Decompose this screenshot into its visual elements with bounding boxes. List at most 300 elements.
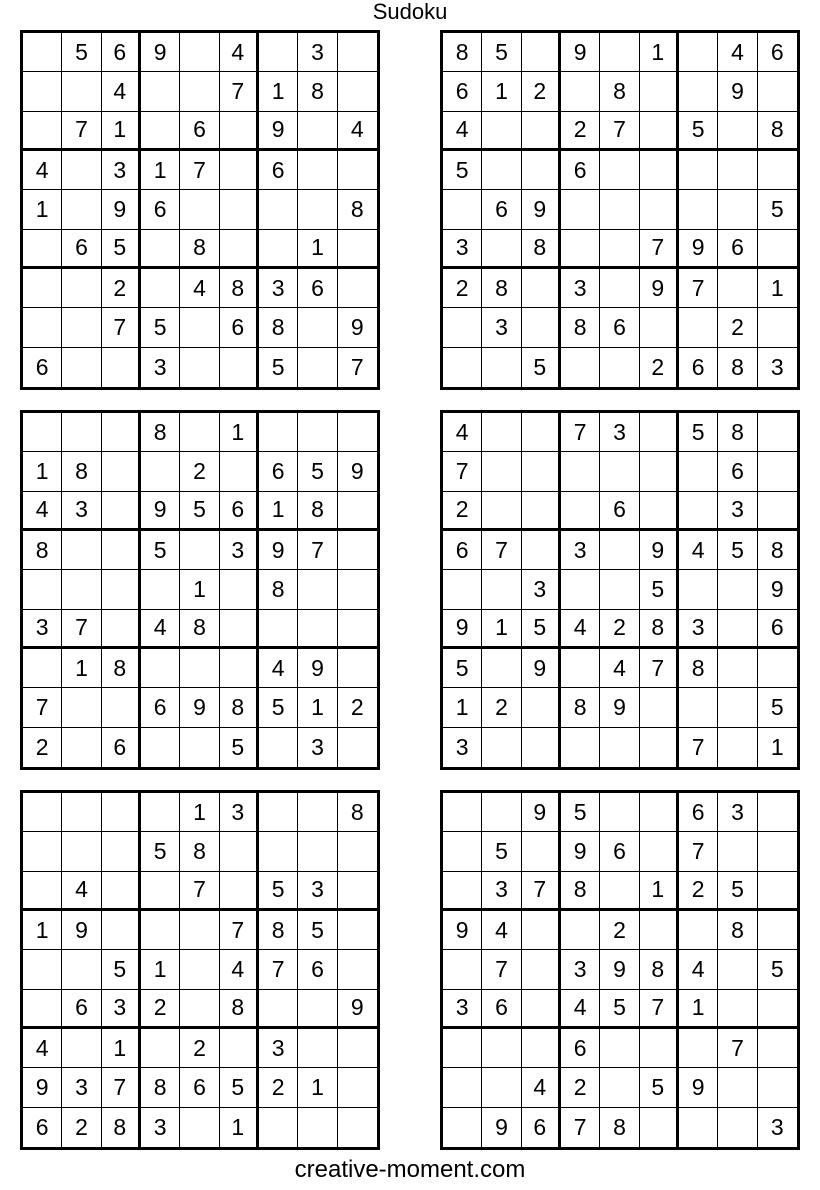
sudoku-cell[interactable]: 7 [561,413,600,452]
sudoku-cell[interactable] [298,151,337,190]
sudoku-cell[interactable]: 8 [679,649,718,688]
sudoku-cell[interactable] [482,1029,521,1068]
sudoku-cell[interactable] [640,911,679,950]
sudoku-cell[interactable]: 3 [482,872,521,911]
sudoku-cell[interactable] [443,1029,482,1068]
sudoku-cell[interactable]: 1 [679,990,718,1029]
sudoku-cell[interactable] [220,570,259,609]
sudoku-cell[interactable] [102,610,141,649]
sudoku-cell[interactable] [62,308,101,347]
sudoku-cell[interactable]: 9 [561,832,600,871]
sudoku-cell[interactable]: 8 [561,308,600,347]
sudoku-cell[interactable]: 1 [640,872,679,911]
sudoku-cell[interactable] [23,72,62,111]
sudoku-cell[interactable]: 7 [23,688,62,727]
sudoku-cell[interactable]: 6 [718,230,757,269]
sudoku-cell[interactable] [180,413,219,452]
sudoku-cell[interactable] [600,269,639,308]
sudoku-cell[interactable] [220,112,259,151]
sudoku-cell[interactable]: 8 [259,911,298,950]
sudoku-cell[interactable]: 5 [220,728,259,767]
sudoku-cell[interactable]: 8 [443,33,482,72]
sudoku-cell[interactable]: 8 [180,230,219,269]
sudoku-cell[interactable]: 5 [298,911,337,950]
sudoku-cell[interactable]: 7 [180,872,219,911]
sudoku-cell[interactable] [640,492,679,531]
sudoku-cell[interactable]: 4 [141,610,180,649]
sudoku-cell[interactable] [600,190,639,229]
sudoku-cell[interactable] [62,72,101,111]
sudoku-cell[interactable] [640,112,679,151]
sudoku-cell[interactable] [298,190,337,229]
sudoku-cell[interactable] [180,950,219,989]
sudoku-cell[interactable] [482,570,521,609]
sudoku-cell[interactable]: 9 [141,492,180,531]
sudoku-cell[interactable] [23,793,62,832]
sudoku-cell[interactable] [718,1068,757,1107]
sudoku-cell[interactable] [23,649,62,688]
sudoku-cell[interactable]: 8 [718,911,757,950]
sudoku-cell[interactable]: 3 [220,531,259,570]
sudoku-cell[interactable]: 3 [298,872,337,911]
sudoku-cell[interactable] [102,793,141,832]
sudoku-cell[interactable]: 8 [23,531,62,570]
sudoku-cell[interactable]: 8 [640,950,679,989]
sudoku-cell[interactable] [758,649,797,688]
sudoku-cell[interactable] [718,570,757,609]
sudoku-cell[interactable] [102,688,141,727]
sudoku-cell[interactable] [220,610,259,649]
sudoku-cell[interactable]: 4 [338,112,377,151]
sudoku-cell[interactable]: 1 [443,688,482,727]
sudoku-cell[interactable]: 8 [259,570,298,609]
sudoku-cell[interactable] [180,911,219,950]
sudoku-cell[interactable]: 8 [102,649,141,688]
sudoku-cell[interactable]: 1 [102,112,141,151]
sudoku-cell[interactable] [62,570,101,609]
sudoku-cell[interactable] [62,348,101,387]
sudoku-cell[interactable]: 6 [718,452,757,491]
sudoku-cell[interactable] [522,151,561,190]
sudoku-cell[interactable]: 7 [522,872,561,911]
sudoku-cell[interactable] [102,413,141,452]
sudoku-cell[interactable]: 6 [62,990,101,1029]
sudoku-cell[interactable]: 4 [522,1068,561,1107]
sudoku-cell[interactable]: 5 [600,990,639,1029]
sudoku-cell[interactable] [102,832,141,871]
sudoku-cell[interactable]: 3 [443,990,482,1029]
sudoku-cell[interactable]: 5 [758,950,797,989]
sudoku-cell[interactable] [338,570,377,609]
sudoku-cell[interactable]: 2 [679,872,718,911]
sudoku-cell[interactable]: 8 [718,413,757,452]
sudoku-cell[interactable] [758,872,797,911]
sudoku-cell[interactable]: 8 [561,872,600,911]
sudoku-cell[interactable]: 8 [640,610,679,649]
sudoku-cell[interactable] [522,990,561,1029]
sudoku-cell[interactable]: 7 [679,269,718,308]
sudoku-cell[interactable] [298,610,337,649]
sudoku-cell[interactable] [600,531,639,570]
sudoku-cell[interactable]: 8 [62,452,101,491]
sudoku-cell[interactable] [62,531,101,570]
sudoku-cell[interactable] [522,413,561,452]
sudoku-cell[interactable]: 3 [259,1029,298,1068]
sudoku-cell[interactable] [522,728,561,767]
sudoku-cell[interactable]: 2 [259,1068,298,1107]
sudoku-cell[interactable] [679,492,718,531]
sudoku-cell[interactable]: 3 [443,728,482,767]
sudoku-cell[interactable] [640,190,679,229]
sudoku-cell[interactable]: 4 [102,72,141,111]
sudoku-cell[interactable]: 3 [718,492,757,531]
sudoku-cell[interactable] [679,688,718,727]
sudoku-cell[interactable]: 8 [298,72,337,111]
sudoku-cell[interactable] [62,688,101,727]
sudoku-cell[interactable] [23,872,62,911]
sudoku-cell[interactable]: 6 [180,1068,219,1107]
sudoku-cell[interactable] [62,950,101,989]
sudoku-cell[interactable]: 4 [679,531,718,570]
sudoku-cell[interactable] [338,230,377,269]
sudoku-cell[interactable]: 5 [482,33,521,72]
sudoku-cell[interactable] [561,570,600,609]
sudoku-cell[interactable] [338,832,377,871]
sudoku-cell[interactable] [600,230,639,269]
sudoku-cell[interactable] [443,832,482,871]
sudoku-cell[interactable] [443,190,482,229]
sudoku-cell[interactable]: 9 [522,649,561,688]
sudoku-cell[interactable] [640,413,679,452]
sudoku-cell[interactable]: 6 [443,72,482,111]
sudoku-cell[interactable]: 9 [561,33,600,72]
sudoku-cell[interactable]: 1 [482,72,521,111]
sudoku-cell[interactable] [522,531,561,570]
sudoku-cell[interactable] [561,728,600,767]
sudoku-cell[interactable] [141,269,180,308]
sudoku-cell[interactable] [640,151,679,190]
sudoku-cell[interactable] [298,570,337,609]
sudoku-cell[interactable] [482,492,521,531]
sudoku-cell[interactable] [679,33,718,72]
sudoku-cell[interactable] [259,230,298,269]
sudoku-cell[interactable]: 3 [522,570,561,609]
sudoku-cell[interactable] [180,1108,219,1147]
sudoku-cell[interactable]: 7 [102,1068,141,1107]
sudoku-cell[interactable]: 4 [220,33,259,72]
sudoku-cell[interactable] [600,33,639,72]
sudoku-cell[interactable] [600,348,639,387]
sudoku-cell[interactable] [298,112,337,151]
sudoku-cell[interactable]: 3 [298,728,337,767]
sudoku-cell[interactable] [259,610,298,649]
sudoku-cell[interactable]: 2 [600,610,639,649]
sudoku-cell[interactable]: 9 [298,649,337,688]
sudoku-cell[interactable] [338,872,377,911]
sudoku-cell[interactable] [482,728,521,767]
sudoku-cell[interactable]: 2 [102,269,141,308]
sudoku-cell[interactable] [758,72,797,111]
sudoku-cell[interactable] [259,413,298,452]
sudoku-cell[interactable] [561,72,600,111]
sudoku-cell[interactable]: 9 [141,33,180,72]
sudoku-cell[interactable] [180,33,219,72]
sudoku-cell[interactable]: 5 [758,190,797,229]
sudoku-cell[interactable]: 6 [482,190,521,229]
sudoku-cell[interactable]: 4 [443,413,482,452]
sudoku-cell[interactable]: 7 [600,112,639,151]
sudoku-cell[interactable] [220,832,259,871]
sudoku-cell[interactable] [718,649,757,688]
sudoku-cell[interactable]: 7 [62,610,101,649]
sudoku-cell[interactable] [298,832,337,871]
sudoku-cell[interactable]: 7 [679,832,718,871]
sudoku-cell[interactable]: 8 [220,990,259,1029]
sudoku-cell[interactable] [220,230,259,269]
sudoku-cell[interactable]: 5 [102,230,141,269]
sudoku-cell[interactable]: 9 [679,1068,718,1107]
sudoku-cell[interactable]: 4 [600,649,639,688]
sudoku-cell[interactable]: 5 [298,452,337,491]
sudoku-cell[interactable] [220,872,259,911]
sudoku-cell[interactable] [180,990,219,1029]
sudoku-cell[interactable] [338,728,377,767]
sudoku-cell[interactable]: 5 [259,348,298,387]
sudoku-cell[interactable] [338,950,377,989]
sudoku-cell[interactable] [640,688,679,727]
sudoku-cell[interactable] [180,72,219,111]
sudoku-cell[interactable] [298,1108,337,1147]
sudoku-cell[interactable]: 7 [640,990,679,1029]
sudoku-cell[interactable] [522,452,561,491]
sudoku-cell[interactable] [141,112,180,151]
sudoku-cell[interactable] [443,793,482,832]
sudoku-cell[interactable]: 2 [180,452,219,491]
sudoku-cell[interactable] [23,832,62,871]
sudoku-cell[interactable] [141,872,180,911]
sudoku-cell[interactable]: 5 [482,832,521,871]
sudoku-cell[interactable] [758,911,797,950]
sudoku-cell[interactable] [522,911,561,950]
sudoku-cell[interactable] [718,610,757,649]
sudoku-cell[interactable] [23,112,62,151]
sudoku-cell[interactable]: 1 [220,1108,259,1147]
sudoku-cell[interactable]: 1 [758,269,797,308]
sudoku-cell[interactable]: 2 [640,348,679,387]
sudoku-cell[interactable]: 5 [679,112,718,151]
sudoku-cell[interactable] [443,308,482,347]
sudoku-cell[interactable]: 6 [259,452,298,491]
sudoku-cell[interactable] [758,492,797,531]
sudoku-cell[interactable]: 9 [718,72,757,111]
sudoku-cell[interactable]: 5 [102,950,141,989]
sudoku-cell[interactable]: 6 [23,348,62,387]
sudoku-cell[interactable]: 5 [522,348,561,387]
sudoku-cell[interactable] [62,1029,101,1068]
sudoku-cell[interactable] [679,452,718,491]
sudoku-cell[interactable] [600,452,639,491]
sudoku-cell[interactable]: 8 [259,308,298,347]
sudoku-cell[interactable] [62,832,101,871]
sudoku-cell[interactable] [180,308,219,347]
sudoku-cell[interactable] [443,570,482,609]
sudoku-cell[interactable]: 6 [102,33,141,72]
sudoku-cell[interactable] [23,33,62,72]
sudoku-cell[interactable]: 9 [338,308,377,347]
sudoku-cell[interactable] [600,1068,639,1107]
sudoku-cell[interactable]: 6 [600,308,639,347]
sudoku-cell[interactable] [443,348,482,387]
sudoku-cell[interactable]: 6 [141,190,180,229]
sudoku-cell[interactable]: 8 [141,1068,180,1107]
sudoku-cell[interactable] [62,190,101,229]
sudoku-cell[interactable]: 2 [561,112,600,151]
sudoku-cell[interactable]: 1 [482,610,521,649]
sudoku-cell[interactable]: 7 [220,72,259,111]
sudoku-cell[interactable] [180,728,219,767]
sudoku-cell[interactable] [220,190,259,229]
sudoku-cell[interactable]: 3 [561,531,600,570]
sudoku-cell[interactable] [640,728,679,767]
sudoku-cell[interactable] [338,269,377,308]
sudoku-cell[interactable] [443,1108,482,1147]
sudoku-cell[interactable] [338,33,377,72]
sudoku-cell[interactable]: 6 [23,1108,62,1147]
sudoku-cell[interactable]: 7 [298,531,337,570]
sudoku-cell[interactable]: 8 [180,832,219,871]
sudoku-cell[interactable] [141,1029,180,1068]
sudoku-cell[interactable]: 5 [758,688,797,727]
sudoku-cell[interactable]: 8 [220,688,259,727]
sudoku-cell[interactable] [259,33,298,72]
sudoku-cell[interactable]: 1 [23,911,62,950]
sudoku-cell[interactable] [758,1029,797,1068]
sudoku-cell[interactable] [141,230,180,269]
sudoku-cell[interactable] [640,72,679,111]
sudoku-cell[interactable]: 6 [600,492,639,531]
sudoku-cell[interactable]: 2 [443,492,482,531]
sudoku-cell[interactable] [298,793,337,832]
sudoku-cell[interactable]: 5 [62,33,101,72]
sudoku-cell[interactable] [141,728,180,767]
sudoku-cell[interactable]: 1 [141,950,180,989]
sudoku-cell[interactable]: 7 [350,353,364,380]
sudoku-cell[interactable]: 7 [259,950,298,989]
sudoku-cell[interactable] [23,570,62,609]
sudoku-cell[interactable] [522,112,561,151]
sudoku-cell[interactable] [679,1108,718,1147]
sudoku-cell[interactable] [758,793,797,832]
sudoku-cell[interactable] [561,230,600,269]
sudoku-cell[interactable]: 5 [259,872,298,911]
sudoku-cell[interactable] [23,413,62,452]
sudoku-cell[interactable] [62,413,101,452]
sudoku-cell[interactable] [718,1108,757,1147]
sudoku-cell[interactable] [220,649,259,688]
sudoku-cell[interactable]: 7 [718,1029,757,1068]
sudoku-cell[interactable] [718,151,757,190]
sudoku-cell[interactable] [640,308,679,347]
sudoku-cell[interactable]: 8 [522,230,561,269]
sudoku-cell[interactable] [338,413,377,452]
sudoku-cell[interactable]: 6 [443,531,482,570]
sudoku-cell[interactable]: 7 [561,1108,600,1147]
sudoku-cell[interactable] [679,570,718,609]
sudoku-cell[interactable]: 1 [259,72,298,111]
sudoku-cell[interactable] [640,1029,679,1068]
sudoku-cell[interactable] [482,151,521,190]
sudoku-cell[interactable] [522,950,561,989]
sudoku-cell[interactable]: 4 [23,1029,62,1068]
sudoku-cell[interactable]: 2 [600,911,639,950]
sudoku-cell[interactable] [180,348,219,387]
sudoku-cell[interactable]: 3 [298,33,337,72]
sudoku-cell[interactable] [180,649,219,688]
sudoku-cell[interactable]: 6 [298,269,337,308]
sudoku-cell[interactable]: 2 [443,269,482,308]
sudoku-cell[interactable]: 4 [718,33,757,72]
sudoku-cell[interactable] [482,112,521,151]
sudoku-cell[interactable] [522,1029,561,1068]
sudoku-cell[interactable] [640,1108,679,1147]
sudoku-cell[interactable]: 1 [640,33,679,72]
sudoku-cell[interactable] [482,230,521,269]
sudoku-cell[interactable]: 3 [102,990,141,1029]
sudoku-cell[interactable] [679,151,718,190]
sudoku-cell[interactable] [102,492,141,531]
sudoku-cell[interactable] [600,793,639,832]
sudoku-cell[interactable]: 2 [23,728,62,767]
sudoku-cell[interactable] [758,308,797,347]
sudoku-cell[interactable] [338,1029,377,1068]
sudoku-cell[interactable]: 3 [679,610,718,649]
sudoku-cell[interactable] [758,230,797,269]
sudoku-cell[interactable] [758,832,797,871]
sudoku-cell[interactable]: 3 [141,348,180,387]
sudoku-cell[interactable]: 6 [758,33,797,72]
sudoku-cell[interactable] [640,452,679,491]
sudoku-cell[interactable]: 3 [62,1068,101,1107]
sudoku-cell[interactable]: 5 [443,151,482,190]
sudoku-cell[interactable] [561,190,600,229]
sudoku-cell[interactable]: 5 [718,872,757,911]
sudoku-cell[interactable] [679,308,718,347]
sudoku-cell[interactable]: 8 [482,269,521,308]
sudoku-cell[interactable]: 1 [141,151,180,190]
sudoku-cell[interactable] [23,950,62,989]
sudoku-cell[interactable] [338,610,377,649]
sudoku-cell[interactable] [443,872,482,911]
sudoku-cell[interactable]: 2 [718,308,757,347]
sudoku-cell[interactable]: 8 [180,610,219,649]
sudoku-cell[interactable]: 8 [561,688,600,727]
sudoku-cell[interactable] [482,348,521,387]
sudoku-cell[interactable] [640,832,679,871]
sudoku-cell[interactable] [62,793,101,832]
sudoku-cell[interactable] [482,1068,521,1107]
sudoku-cell[interactable]: 7 [640,230,679,269]
sudoku-cell[interactable]: 6 [298,950,337,989]
sudoku-cell[interactable] [102,872,141,911]
sudoku-cell[interactable]: 6 [561,1029,600,1068]
sudoku-cell[interactable]: 5 [640,1068,679,1107]
sudoku-cell[interactable] [561,649,600,688]
sudoku-cell[interactable] [298,1029,337,1068]
sudoku-cell[interactable] [679,911,718,950]
sudoku-cell[interactable] [561,911,600,950]
sudoku-cell[interactable]: 7 [640,649,679,688]
sudoku-cell[interactable]: 8 [220,269,259,308]
